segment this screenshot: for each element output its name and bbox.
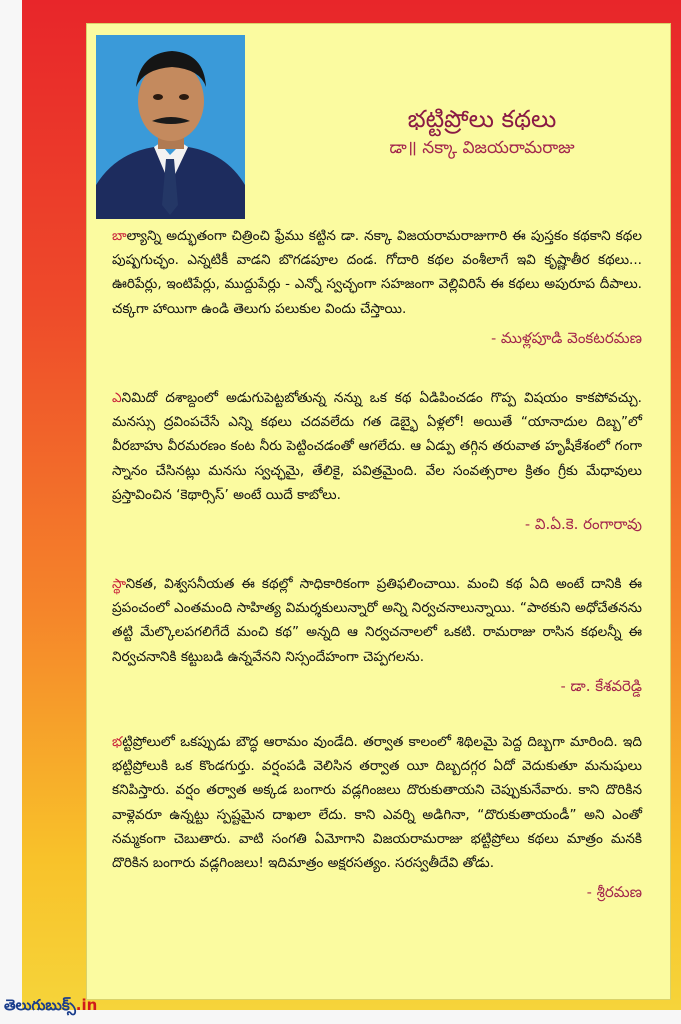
review-first-letter: స్థా <box>112 576 126 592</box>
review-signature: - ముళ్లపూడి వెంకటరమణ <box>491 328 642 347</box>
review-signature: - శ్రీరమణ <box>586 883 642 902</box>
author-photo <box>96 35 245 219</box>
review-text <box>112 730 642 875</box>
review-body: నిమిదో దశాబ్దంలో అడుగుపెట్టబోతున్న నన్ను ఒక కథ ఏడిపించడం గొప్ప విషయం కాకపోవచ్చు. మనస్సు ద్రవింపచేసే ఎన్ని కథలు చదవలేదు గత డెబ్భై ఏళ్లలో! అయితే “యానాదుల దిబ్బ”లో వీరబాహు వీరమరణం కంట నీరు పెట్టించడంతో ఆగలేదు. ఆ ఏడ్పు తగ్గిన తరువాత హృషీకేశంలో గంగా స్నానం చేసినట్లు మనసు స్వచ్ఛమై, తేలికై, పవిత్రమైంది. వేల సంవత్సరాల క్రితం గ్రీకు మేధావులు ప్రస్తావించిన ‘కెథార్సిస్’ అంటే యిదే కాబోలు. <box>112 390 642 503</box>
watermark-name: తెలుగుబుక్స్ <box>4 996 76 1014</box>
review-text <box>112 224 642 321</box>
site-watermark <box>4 996 97 1018</box>
review-section <box>112 386 642 537</box>
review-first-letter: బా <box>112 228 127 244</box>
content-panel <box>86 23 671 1000</box>
review-body: ల్యాన్ని అద్భుతంగా చిత్రించి ఫ్రేము కట్టిన డా. నక్కా విజయరామరాజుగారి ఈ పుస్తకం కథకాని కథల పుష్పగుచ్ఛం. ఎన్నటికీ వాడని బొగడపూల దండ. గోదారి కథల వంశీలాగే ఇవి కృష్ణాతీర కథలు... ఊరిపేర్లు, ఇంటిపేర్లు, ముద్దుపేర్లు - ఎన్నో స్వచ్ఛంగా సహజంగా వెల్లివిరిసే ఈ కథలు అపురూప దీపాలు. చక్కగా హాయిగా ఉండి తెలుగు పలుకుల విందు చేస్తాయి. <box>112 228 642 317</box>
book-back-cover <box>22 0 681 1010</box>
review-signature: - వి.ఏ.కె. రంగారావు <box>525 515 642 534</box>
book-author: డా॥ నక్కా విజయరామరాజు <box>389 138 575 158</box>
review-section <box>112 730 642 905</box>
review-signature: - డా. కేశవరెడ్డి <box>560 676 642 695</box>
review-first-letter: ఎ <box>112 390 122 406</box>
review-section <box>112 572 642 699</box>
review-body: నికత, విశ్వసనీయత ఈ కథల్లో సాధికారికంగా ప్రతిఫలించాయి. మంచి కథ ఏది అంటే దానికి ఈ ప్రపంచంలో ఎంతమంది సాహిత్య విమర్శకులున్నారో అన్ని నిర్వచనాలున్నాయి. “పాఠకుని అధోచేతనను తట్టి మేల్కొలపగలిగేదే మంచి కథ” అన్నది ఆ నిర్వచనాలలో ఒకటి. రామరాజు రాసిన కథలన్నీ ఈ నిర్వచనానికి కట్టుబడి ఉన్నవేనని నిస్సందేహంగా చెప్పగలను. <box>112 576 642 665</box>
book-title: భట్టిప్రోలు కథలు <box>407 105 557 133</box>
review-text <box>112 572 642 669</box>
author-portrait-image <box>96 35 245 219</box>
review-body: ట్టిప్రోలులో ఒకప్పుడు బౌద్ధ ఆరామం వుండేది. తర్వాత కాలంలో శిథిలమై పెద్ద దిబ్బగా మారింది. ఇది భట్టిప్రోలుకి ఒక కొండగుర్తు. వర్షంపడి వెలిసిన తర్వాత యీ దిబ్బదగ్గర ఏదో వెదుకుతూ మనుషులు కనిపిస్తారు. వర్షం తర్వాత అక్కడ బంగారు వడ్లగింజలు దొరుకుతాయని చెప్పుకునేవారు. కాని దొరికిన వాళ్లెవరూ ఉన్నట్టు స్పష్టమైన దాఖలా లేదు. కాని ఎవర్ని అడిగినా, “దొరుకుతాయండీ” అని ఎంతో నమ్మకంగా చెబుతారు. వాటి సంగతి ఏమోగాని విజయరామరాజు భట్టిప్రోలు కథలు మాత్రం మనకి దొరికిన బంగారు వడ్లగింజలు! ఇదిమాత్రం అక్షరసత్యం. సరస్వతీదేవి తోడు. <box>112 734 642 872</box>
review-section <box>112 224 642 351</box>
review-first-letter: భ <box>112 734 123 750</box>
review-text <box>112 386 642 507</box>
watermark-suffix: .in <box>75 996 98 1014</box>
title-block <box>357 104 607 162</box>
